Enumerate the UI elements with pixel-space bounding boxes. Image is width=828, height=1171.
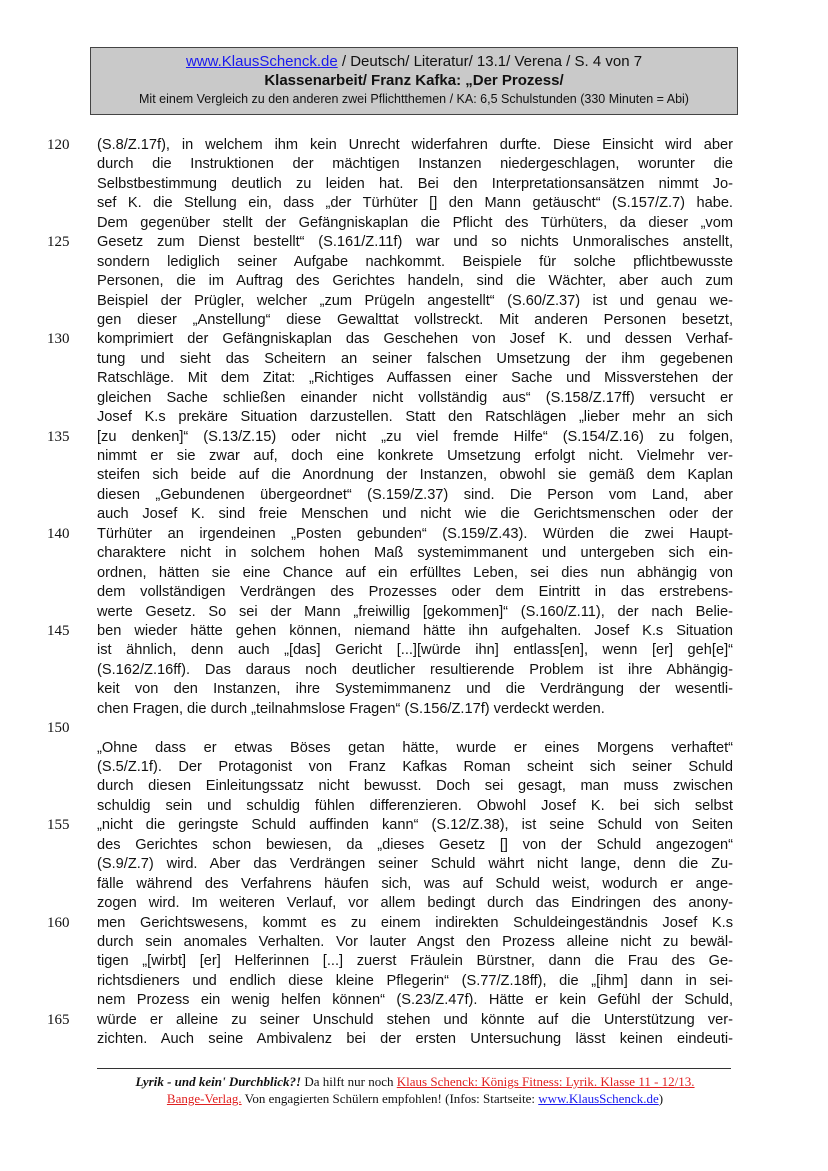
text-line (0, 641, 828, 660)
line-text: zichten. Auch seine Ambivalenz bei der ersten Untersuchung lässt keinen eindeuti- (97, 1031, 733, 1048)
line-text: Türhüter an irgendeinen „Posten gebunden“ (S.159/Z.43). Würden die zwei Haupt- (97, 525, 733, 542)
line-text: dem vollständigen Verdrängen des Prozesses oder dem Eintritt in das erstrebens- (97, 584, 733, 601)
text-line (0, 389, 828, 408)
footer-site-link[interactable]: www.KlausSchenck.de (538, 1091, 659, 1106)
line-text: komprimiert der Gefängniskaplan das Geschehen von Josef K. und dessen Verhaf- (97, 331, 733, 348)
line-text: keit von den Instanzen, ihre Systemimmanenz und die Verdrängung der wesentli- (97, 681, 733, 698)
text-line (0, 175, 828, 194)
text-line (0, 505, 828, 524)
text-line (0, 836, 828, 855)
line-text: Personen, die im Auftrag des Gerichtes handeln, sind die Wächter, aber auch zum (97, 273, 733, 290)
line-text: Gesetz zum Dienst bestellt“ (S.161/Z.11f) war und so nichts Unmoralisches anstellt, (97, 234, 733, 251)
line-text: richtsdieners und endlich diese kleine Pflegerin“ (S.77/Z.18ff), die „[ihm] dann in sei- (97, 972, 733, 989)
text-line (0, 272, 828, 291)
text-line (0, 194, 828, 213)
text-line (0, 447, 828, 466)
text-line (0, 797, 828, 816)
line-text: steifen sich beide auf die Anordnung der Instanzen, obwohl sie gemäß dem Kaplan (97, 467, 733, 484)
text-line (0, 661, 828, 680)
line-text: diesen „Gebundenen übergeordnet“ (S.159/Z.37) sind. Die Person vom Land, aber (97, 486, 733, 503)
header-path: / Deutsch/ Literatur/ 13.1/ Verena / S. 4 von 7 (337, 53, 643, 70)
line-text: [zu denken]“ (S.13/Z.15) oder nicht „zu viel fremde Hilfe“ (S.154/Z.16) zu folgen, (97, 428, 733, 445)
text-line (0, 564, 828, 583)
line-text: men Gerichtswesens, kommt es zu einem indirekten Schuldeingeständnis Josef K.s (97, 914, 733, 931)
text-line (0, 991, 828, 1010)
footer-text: Von engagierten Schülern empfohlen! (Infos: Startseite: (241, 1091, 539, 1106)
publisher-link[interactable]: Bange-Verlag. (166, 1091, 242, 1106)
line-text: auch Josef K. sind freie Menschen und nicht wie die Gerichtsmenschen oder der (97, 506, 733, 523)
text-line (0, 525, 828, 544)
line-text: durch die Instruktionen der mächtigen Instanzen niedergeschlagen, worunter die (97, 156, 733, 173)
text-line (0, 875, 828, 894)
line-text: des Gerichtes schon bewiesen, da „dieses Gesetz [] von der Schuld angezogen“ (97, 836, 733, 853)
line-number: 155 (47, 817, 70, 834)
line-text: Dem gegenüber stellt der Gefängniskaplan die Pflicht des Türhüters, da dieser „vom (97, 214, 733, 231)
line-text: nem Prozess ein wenig helfen können“ (S.23/Z.47f). Hätte er kein Gefühl der Schuld, (97, 992, 733, 1009)
text-line (0, 972, 828, 991)
document-title: Klassenarbeit/ Franz Kafka: „Der Prozess/ (264, 72, 564, 89)
line-text: Josef K.s prekäre Situation darzustellen. Statt den Ratschlägen „lieber mehr an sich (97, 409, 733, 426)
line-text: Ratschläge. Mit dem Zitat: „Richtiges Auffassen einer Sache und Missverstehen der (97, 370, 733, 387)
footer-line-1 (80, 1073, 750, 1090)
line-text: ordnen, hätten sie eine Chance auf ein erfülltes Leben, sei dies nun abhängig von (97, 564, 733, 581)
text-line (0, 155, 828, 174)
text-line (0, 253, 828, 272)
header-path-line (91, 53, 737, 71)
text-line (0, 311, 828, 330)
text-line (0, 700, 828, 719)
line-text: sef K. die Stellung ein, dass „der Türhüter [] den Mann getäuscht“ (S.157/Z.7) habe. (97, 195, 733, 212)
line-text: charaktere nicht in solchem hohen Maß systemimmanent und untergeben sich ein- (97, 545, 733, 562)
line-text: (S.162/Z.16ff). Das daraus noch deutlicher resultierende Problem ist ihre Abhängig- (97, 661, 733, 678)
line-text: chen Fragen, die durch „teilnahmslose Fragen“ (S.156/Z.17f) verdeckt werden. (97, 700, 605, 717)
line-number: 140 (47, 525, 70, 542)
line-text: tung und sieht das Scheitern an seiner falschen Umsetzung der ihm gegebenen (97, 350, 733, 367)
document-subtitle: Mit einem Vergleich zu den anderen zwei Pflichtthemen / KA: 6,5 Schulstunden (330 Minuten = Abi) (139, 92, 689, 106)
text-line (0, 855, 828, 874)
page-header (90, 47, 738, 115)
text-line (0, 136, 828, 155)
line-number: 135 (47, 428, 70, 445)
document-body (0, 136, 828, 1050)
text-line (0, 214, 828, 233)
book-link[interactable]: Klaus Schenck: Königs Fitness: Lyrik. Klasse 11 - 12/13. (396, 1074, 695, 1089)
line-text: werte Gesetz. So sei der Mann „freiwillig [gekommen]“ (S.160/Z.11), der nach Belie- (97, 603, 733, 620)
text-line (0, 816, 828, 835)
text-line (0, 758, 828, 777)
line-text: ist ähnlich, denn auch „[das] Gericht [...][würde ihn] entlass[en], wenn [er] geh[e]“ (97, 642, 733, 659)
text-line (0, 408, 828, 427)
text-line (0, 1030, 828, 1049)
text-line (0, 739, 828, 758)
line-text: (S.5/Z.1f). Der Protagonist von Franz Kafkas Roman scheint sich seiner Schuld (97, 759, 733, 775)
text-line (0, 914, 828, 933)
text-line (0, 583, 828, 602)
line-text: tigen „[wirbt] [er] Helferinnen [...] zuerst Fräulein Bürstner, dann die Frau des Ge- (97, 953, 733, 970)
line-text: (S.8/Z.17f), in welchem ihm kein Unrecht widerfahren durfte. Diese Einsicht wird aber (97, 137, 733, 153)
line-number: 120 (47, 137, 70, 153)
line-number: 125 (47, 234, 70, 251)
text-line (0, 719, 828, 738)
text-line (0, 603, 828, 622)
text-line (0, 369, 828, 388)
footer-text: ) (658, 1091, 664, 1106)
text-line (0, 1011, 828, 1030)
line-text: durch sein anomales Verhalten. Vor lauter Angst den Prozess alleine nicht zu bewäl- (97, 933, 733, 950)
text-line (0, 777, 828, 796)
line-number: 130 (47, 331, 70, 348)
site-link[interactable]: www.KlausSchenck.de (185, 53, 338, 70)
line-text: sondern lediglich seiner Aufgabe nachkommt. Beispiele für solche pflichtbewusste (97, 253, 733, 270)
footer-line-2 (80, 1090, 750, 1107)
line-text: schuldig sein und schuldig fühlen differenzieren. Obwohl Josef K. bei sich selbst (97, 797, 733, 814)
line-text: gleichen Sache schließen einander nicht vollständig aus“ (S.158/Z.17ff) versucht er (97, 389, 733, 406)
text-line (0, 622, 828, 641)
text-line (0, 330, 828, 349)
text-line (0, 952, 828, 971)
text-line (0, 933, 828, 952)
footer-divider (97, 1068, 731, 1069)
line-text: „nicht die geringste Schuld auffinden kann“ (S.12/Z.38), ist seine Schuld von Seiten (97, 817, 733, 834)
text-line (0, 350, 828, 369)
line-number: 165 (47, 1011, 70, 1028)
line-text: durch diesen Einleitungssatz nicht bewusst. Doch sei gesagt, man muss zwischen (97, 778, 733, 795)
text-line (0, 544, 828, 563)
line-text: nimmt er sie zwar auf, doch eine konkrete Umsetzung erfolgt nicht. Vielmehr ver- (97, 448, 733, 464)
footer-slogan: Lyrik - und kein' Durchblick?! (135, 1074, 302, 1089)
footer-text: Da hilft nur noch (301, 1074, 397, 1089)
text-line (0, 466, 828, 485)
line-text: würde er alleine zu seiner Unschuld stehen und könnte auf die Unterstützung ver- (97, 1011, 733, 1028)
line-text: (S.9/Z.7) wird. Aber das Verdrängen seiner Schuld währt nicht lange, denn die Zu- (97, 856, 733, 873)
line-number: 145 (47, 622, 70, 639)
text-line (0, 486, 828, 505)
text-line (0, 233, 828, 252)
line-text: Selbstbestimmung deutlich zu leiden hat. Bei den Interpretationsansätzen nimmt Jo- (97, 175, 733, 192)
line-text: ben wieder hätte gehen können, niemand hätte ihn aufgehalten. Josef K.s Situation (97, 622, 733, 639)
text-line (0, 292, 828, 311)
line-text: zogen wird. Im weiteren Verlauf, vor allem bedingt durch das Eindringen des anony- (97, 895, 733, 912)
line-number: 150 (47, 720, 70, 737)
text-line (0, 680, 828, 699)
line-text: fälle während des Verfahrens häufen sich, was auf Schuld weist, wodurch er ange- (97, 875, 733, 892)
line-text: „Ohne dass er etwas Böses getan hätte, wurde er eines Morgens verhaftet“ (97, 739, 733, 756)
line-number: 160 (47, 914, 70, 931)
line-text: Beispiel der Prügler, welcher „zum Prügeln angestellt“ (S.60/Z.37) ist und genau we- (97, 292, 733, 309)
text-line (0, 894, 828, 913)
text-line (0, 428, 828, 447)
line-text: gen dieser „Anstellung“ diese Gewalttat vollstreckt. Mit anderen Personen besetzt, (97, 311, 733, 328)
